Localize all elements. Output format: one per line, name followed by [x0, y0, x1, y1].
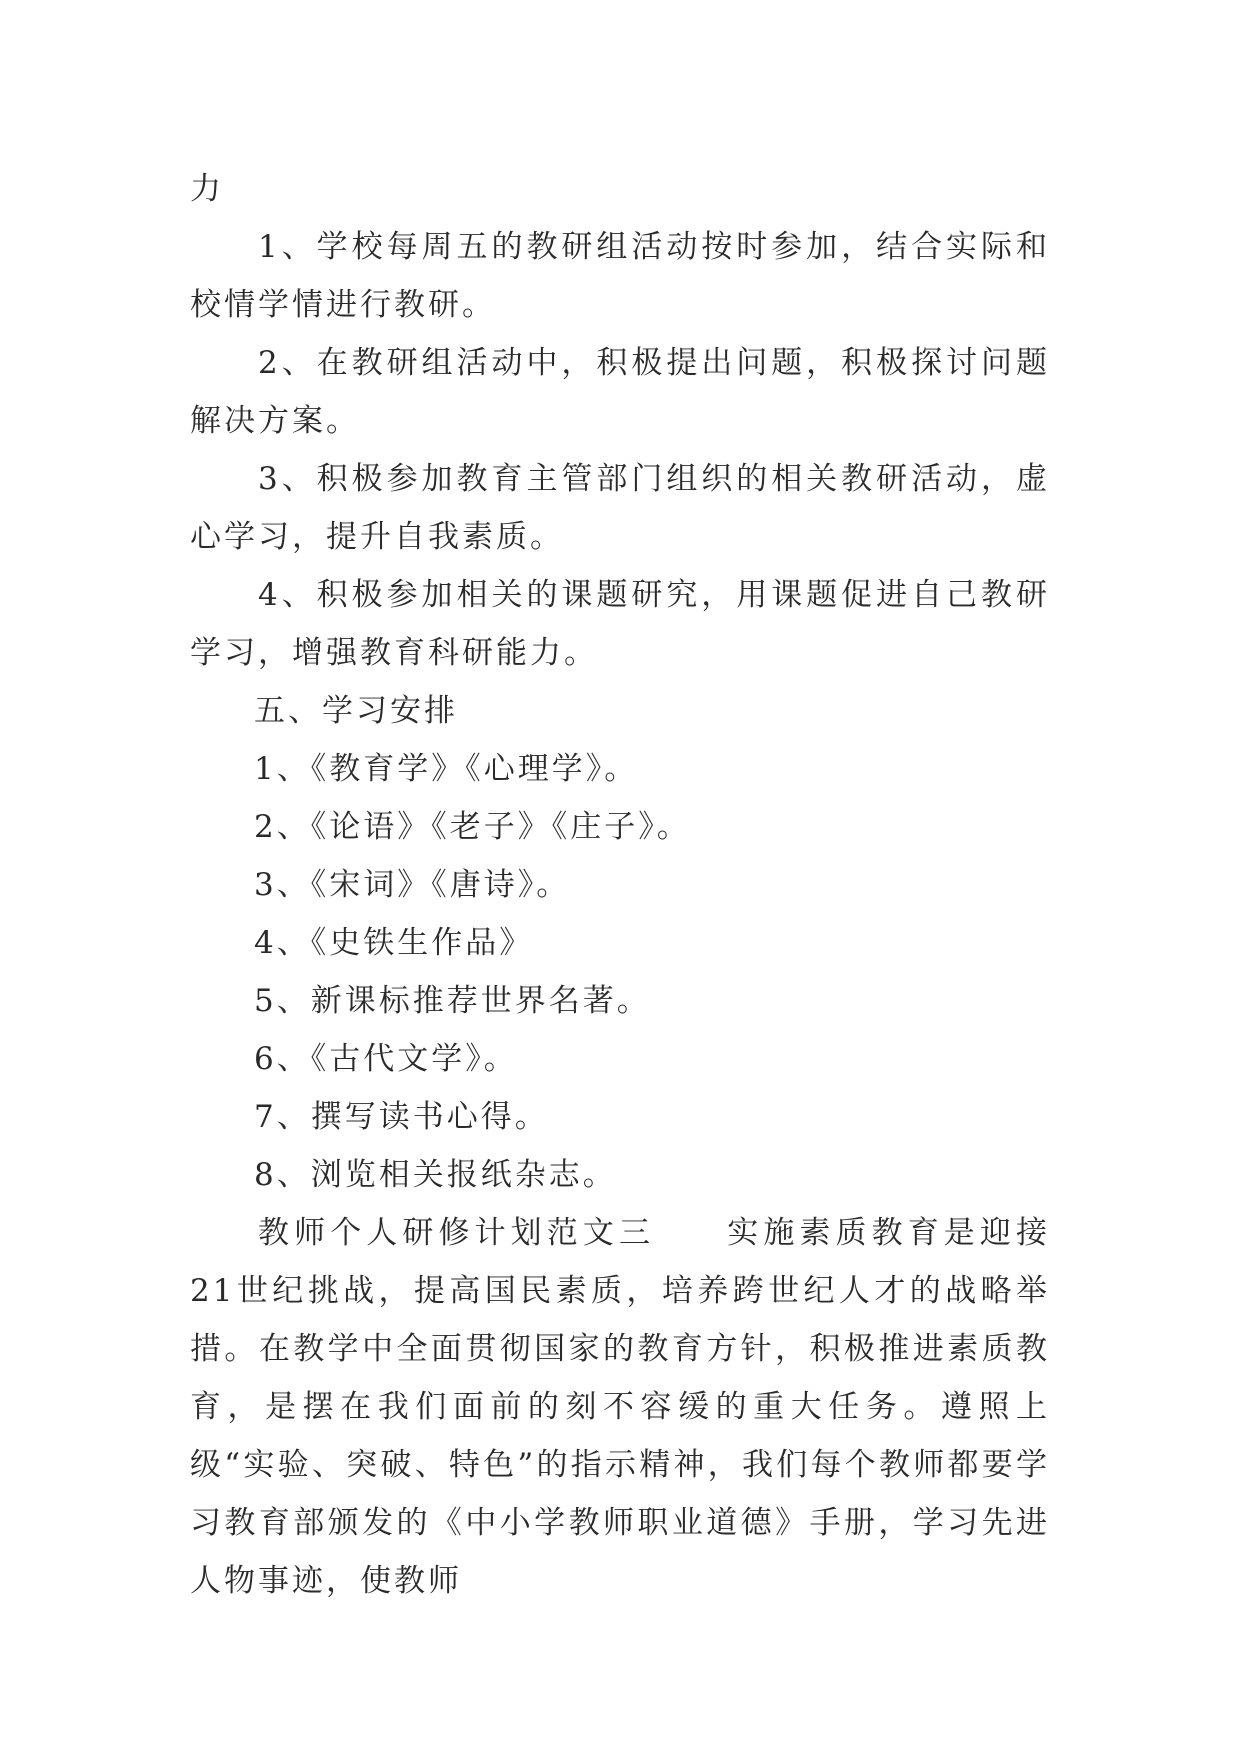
study-list [190, 740, 1050, 1204]
list-item: 4、《史铁生作品》 [254, 925, 534, 961]
continued-text-fragment: 力 [190, 171, 224, 207]
list-item: 2、《论语》《老子》《庄子》。 [254, 809, 691, 845]
paragraph-teaching-research-4: 4、积极参加相关的课题研究，用课题促进自己教研学习，增强教育科研能力。 [190, 577, 1050, 671]
paragraph-teaching-research-3: 3、积极参加教育主管部门组织的相关教研活动，虚心学习，提升自我素质。 [190, 461, 1050, 555]
paragraph-sample-three: 教师个人研修计划范文三 实施素质教育是迎接21世纪挑战，提高国民素质，培养跨世纪人才的战略举措。在教学中全面贯彻国家的教育方针，积极推进素质教育，是摆在我们面前的刻不容缓的重大任务。遵照上级“实验、突破、特色”的指示精神，我们每个教师都要学习教育部颁发的《中小学教师职业道德》手册，学习先进人物事迹，使教师 [190, 1215, 1050, 1599]
list-item: 5、新课标推荐世界名著。 [254, 983, 651, 1019]
list-item: 6、《古代文学》。 [254, 1041, 518, 1077]
list-item: 8、浏览相关报纸杂志。 [254, 1157, 617, 1193]
paragraph-teaching-research-1: 1、学校每周五的教研组活动按时参加，结合实际和校情学情进行教研。 [190, 229, 1050, 323]
list-item: 1、《教育学》《心理学》。 [254, 751, 639, 787]
document-body [190, 160, 1050, 1610]
section-heading-study-plan: 五、学习安排 [254, 693, 458, 729]
paragraph-teaching-research-2: 2、在教研组活动中，积极提出问题，积极探讨问题解决方案。 [190, 345, 1050, 439]
list-item: 3、《宋词》《唐诗》。 [254, 867, 571, 903]
list-item: 7、撰写读书心得。 [254, 1099, 549, 1135]
